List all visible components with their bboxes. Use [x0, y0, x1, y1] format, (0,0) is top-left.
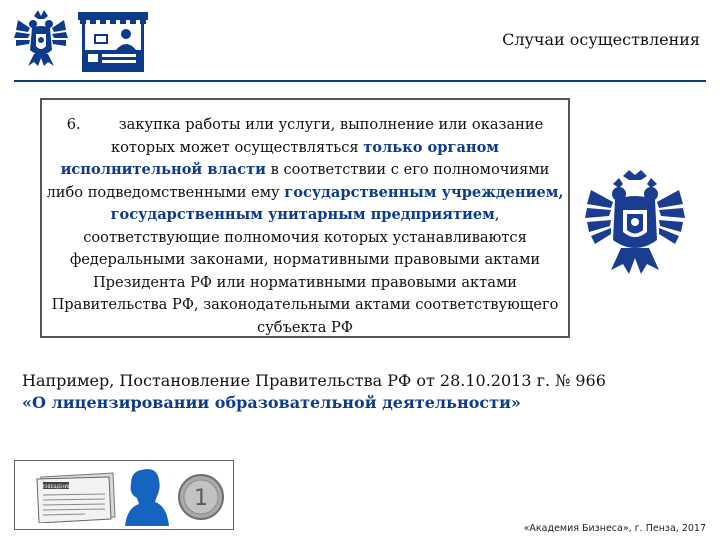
text-segment-5: , соответствующие полномочия которых устанавливаются федеральными законами, нормативными правовыми актами Президента РФ или нормативными правовыми актами Правительства РФ, законодательными актами соответствующего субъекта РФ: [51, 206, 559, 336]
header-divider: [14, 80, 706, 82]
coin-icon: [177, 473, 225, 521]
header-icons: [14, 10, 134, 70]
main-paragraph: [46, 114, 564, 339]
russian-eagle-icon: [14, 10, 68, 68]
person-silhouette-icon: [123, 466, 171, 528]
footer-credit: «Академия Бизнеса», г. Пенза, 2017: [523, 523, 706, 534]
text-segment-1: закупка работы или услуги, выполнение или оказание которых может осуществляться: [111, 116, 544, 156]
coin-value: 1: [194, 486, 208, 511]
highlight-state-institution: государственным учреждением, государственным унитарным предприятием: [110, 183, 564, 223]
main-text-box: [40, 98, 570, 338]
example-intro: Например, Постановление Правительства РФ от 28.10.2013 г. № 966: [22, 371, 606, 390]
notice-label: ИЗВЕЩЕНИЕ: [41, 485, 71, 490]
highlight-executive-authority: только органом исполнительной власти: [60, 138, 499, 178]
notice-document-icon: [35, 469, 117, 523]
example-document-title: «О лицензировании образовательной деятельности»: [22, 393, 521, 412]
text-segment-3: в соответствии с его полномочиями либо подведомственными ему: [46, 161, 550, 201]
kiosk-icon: [78, 12, 148, 74]
item-number: 6.: [66, 116, 81, 133]
page-title: Случаи осуществления: [502, 30, 700, 49]
illustration-box: [14, 460, 234, 530]
example-block: [22, 370, 682, 414]
russian-coat-of-arms-icon: [585, 170, 685, 275]
